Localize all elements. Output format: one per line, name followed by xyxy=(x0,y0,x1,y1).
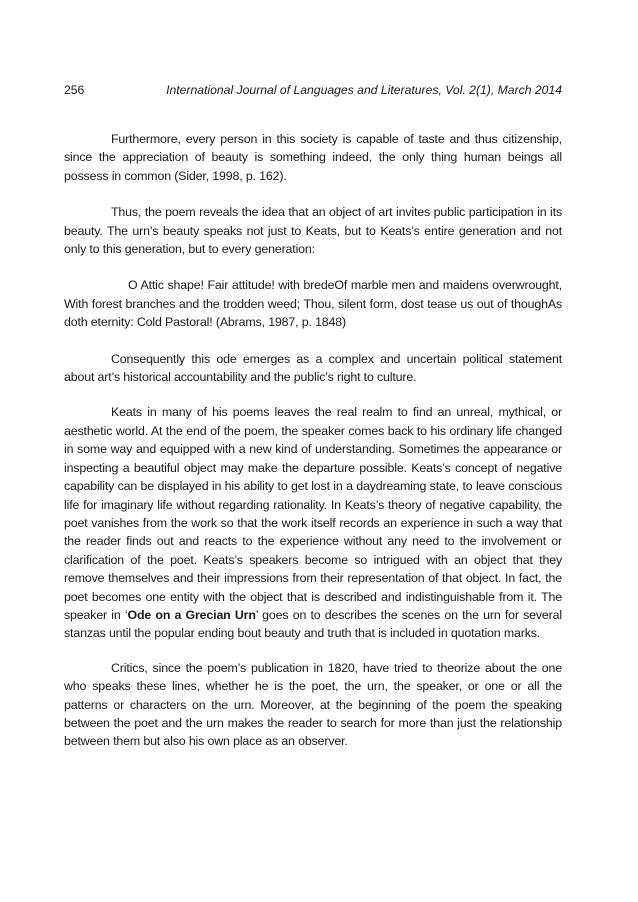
paragraph-text: ’ goes on to describes the scenes on the urn for several stanzas until the popular ending bout beauty and truth that is included in quotation marks. xyxy=(64,607,562,641)
paragraph: Furthermore, every person in this society is capable of taste and thus citizenship, since the appreciation of beauty is something indeed, the only thing human beings all possess in common (Sider, 1998, p. 162). xyxy=(64,132,562,183)
poem-quotation: O Attic shape! Fair attitude! with bredeOf marble men and maidens overwrought, With forest branches and the trodden weed; Thou, silent form, dost tease us out of thoughAs doth eternity: Cold Pastoral! (Abrams, 1987, p. 1848) xyxy=(64,278,562,330)
poem-title: Ode on a Grecian Urn xyxy=(127,607,256,622)
paragraph: Thus, the poem reveals the idea that an object of art invites public participation in its beauty. The urn’s beauty speaks not just to Keats, but to Keats’s entire generation and not only to this generation, but to every generation: xyxy=(64,205,562,257)
page-number: 256 xyxy=(64,83,85,97)
paragraph: Critics, since the poem’s publication in 1820, have tried to theorize about the one who speaks these lines, whether he is the poet, the urn, the speaker, or one or all the patterns or characters on the urn. Moreover, at the beginning of the poem the speaking between the poet and the urn makes the reader to search for more than just the relationship between them but also his own place as an observer. xyxy=(64,660,562,749)
running-header xyxy=(64,82,562,98)
journal-citation: International Journal of Languages and Literatures, Vol. 2(1), March 2014 xyxy=(166,83,562,97)
paragraph xyxy=(64,403,562,642)
paragraph-text: Keats in many of his poems leaves the real realm to find an unreal, mythical, or aesthetic world. At the end of the poem, the speaker comes back to his ordinary life changed in some way and equipped with a new kind of understanding. Sometimes the appearance or inspecting a beautiful object may make the departure possible. Keats’s concept of negative capability can be displayed in his ability to get lost in a daydreaming state, to leave conscious life for imaginary life without regarding rationality. In Keats’s theory of negative capability, the poet vanishes from the work so that the work itself records an experience in such a way that the reader finds out and reacts to the experience without any need to the involvement or clarification of the poet. Keats’s speakers become so intrigued with an object that they remove themselves and their impressions from their representation of that object. In fact, the poet becomes one entity with the object that is described and indistinguishable from it. The speaker in ‘ xyxy=(64,405,562,622)
article-body xyxy=(64,130,562,769)
paragraph: Consequently this ode emerges as a complex and uncertain political statement about art’s historical accountability and the public’s right to culture. xyxy=(64,351,562,385)
